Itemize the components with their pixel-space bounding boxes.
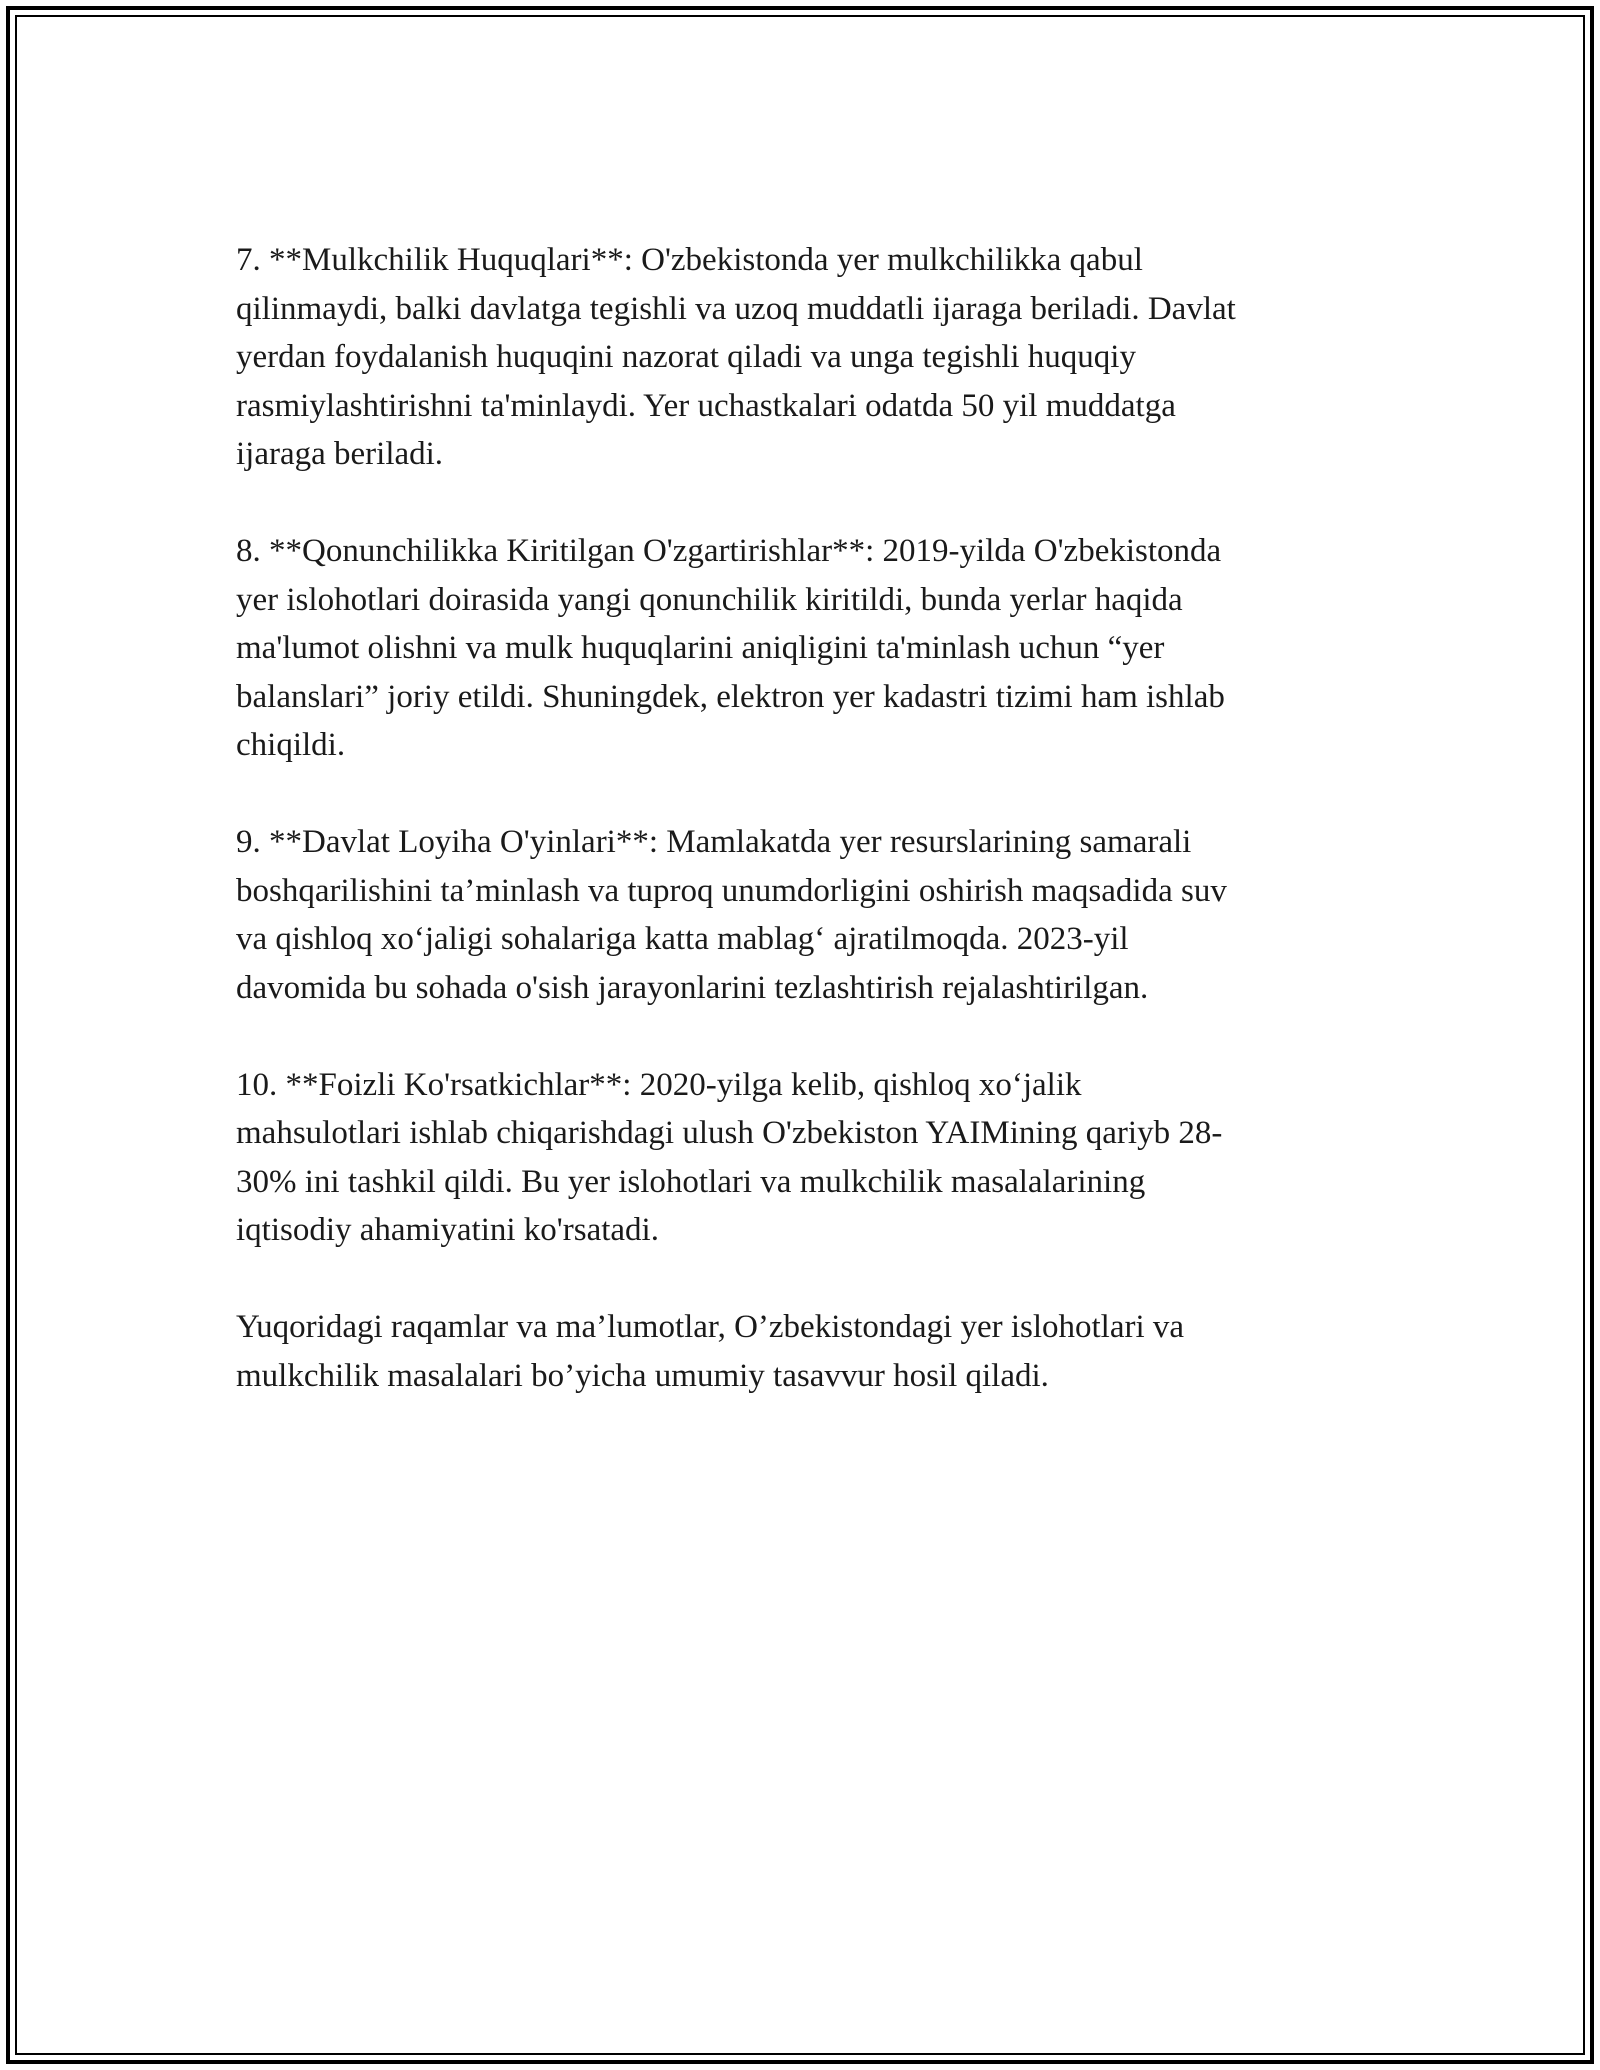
text-line: mahsulotlari ishlab chiqarishdagi ulush O'zbekiston YAIMining qariyb 28- bbox=[236, 1115, 1223, 1151]
paragraph-property-rights bbox=[236, 236, 1366, 479]
paragraph-percentage-indicators bbox=[236, 1061, 1366, 1255]
text-line: ijaraga beriladi. bbox=[236, 436, 444, 472]
text-line: qilinmaydi, balki davlatga tegishli va uzoq muddatli ijaraga beriladi. Davlat bbox=[236, 290, 1236, 327]
text-line: ma'lumot olishni va mulk huquqlarini aniqligini ta'minlash uchun “yer bbox=[236, 630, 1165, 666]
document-body bbox=[236, 236, 1366, 1449]
text-line: balanslari” joriy etildi. Shuningdek, elektron yer kadastri tizimi ham ishlab bbox=[236, 678, 1225, 715]
text-line: chiqildi. bbox=[236, 727, 346, 763]
text-line: 10. **Foizli Ko'rsatkichlar**: 2020-yilga kelib, qishloq xo‘jalik bbox=[236, 1066, 1082, 1103]
paragraph-state-projects bbox=[236, 818, 1366, 1012]
text-line: davomida bu sohada o'sish jarayonlarini tezlashtirish rejalashtirilgan. bbox=[236, 969, 1149, 1006]
paragraph-legislative-changes bbox=[236, 527, 1366, 770]
paragraph-conclusion bbox=[236, 1303, 1366, 1400]
text-line: Yuqoridagi raqamlar va ma’lumotlar, O’zbekistondagi yer islohotlari va bbox=[236, 1309, 1185, 1345]
text-line: iqtisodiy ahamiyatini ko'rsatadi. bbox=[236, 1212, 659, 1248]
text-line: 9. **Davlat Loyiha O'yinlari**: Mamlakatda yer resurslarining samarali bbox=[236, 824, 1192, 860]
text-line: 8. **Qonunchilikka Kiritilgan O'zgartirishlar**: 2019-yilda O'zbekistonda bbox=[236, 533, 1222, 569]
text-line: va qishloq xo‘jaligi sohalariga katta mablag‘ ajratilmoqda. 2023-yil bbox=[236, 921, 1129, 957]
text-line: boshqarilishini ta’minlash va tuproq unumdorligini oshirish maqsadida suv bbox=[236, 872, 1227, 909]
text-line: 30% ini tashkil qildi. Bu yer islohotlari va mulkchilik masalalarining bbox=[236, 1163, 1146, 1200]
text-line: rasmiylashtirishni ta'minlaydi. Yer uchastkalari odatda 50 yil muddatga bbox=[236, 387, 1176, 424]
text-line: yer islohotlari doirasida yangi qonunchilik kiritildi, bunda yerlar haqida bbox=[236, 581, 1183, 618]
text-line: yerdan foydalanish huquqini nazorat qiladi va unga tegishli huquqiy bbox=[236, 339, 1136, 375]
text-line: 7. **Mulkchilik Huquqlari**: O'zbekistonda yer mulkchilikka qabul bbox=[236, 242, 1143, 278]
text-line: mulkchilik masalalari bo’yicha umumiy tasavvur hosil qiladi. bbox=[236, 1357, 1049, 1394]
